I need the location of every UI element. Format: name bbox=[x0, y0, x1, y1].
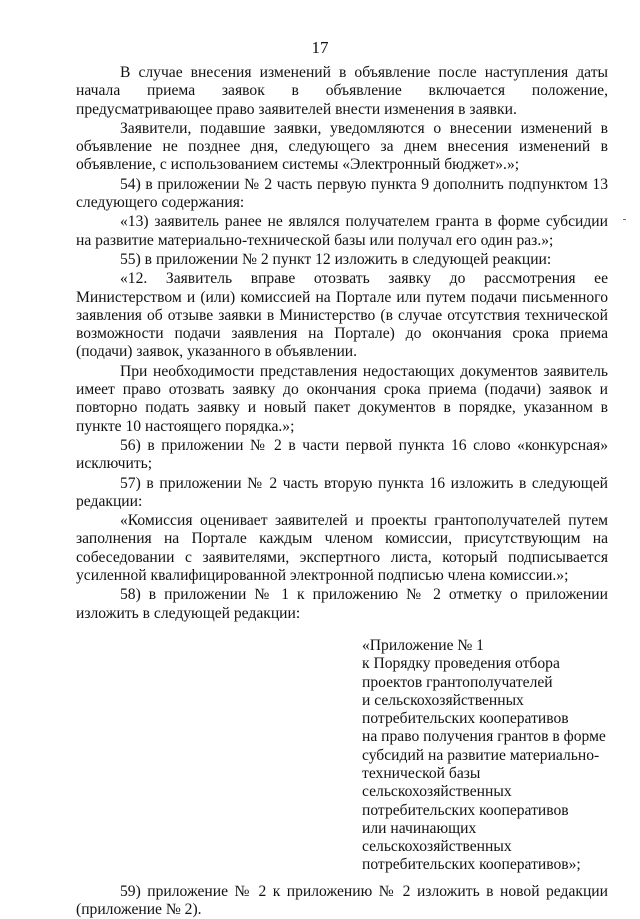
paragraph-missing-documents: При необходимости представления недостающих документов заявитель имеет право отозвать заявку до окончания срока приема (подачи) заявок и повторно подать заявку и новый пакет документов в порядке, указанном в пункте 10 настоящего порядка.»; bbox=[76, 362, 608, 435]
paragraph-changes-after-start: В случае внесения изменений в объявление после наступления даты начала приема заявок в объявление включается положение, предусматривающее право заявителей внести изменения в заявки. bbox=[76, 64, 608, 118]
paragraph-item-57: 57) в приложении № 2 часть вторую пункта 16 изложить в следующей редакции: bbox=[76, 474, 608, 510]
appendix-line: субсидий на развитие материально- bbox=[362, 746, 600, 764]
appendix-line: потребительских кооперативов bbox=[362, 710, 569, 728]
appendix-line: потребительских кооперативов»; bbox=[362, 856, 581, 874]
margin-mark bbox=[623, 219, 626, 220]
appendix-line: технической базы bbox=[362, 764, 481, 782]
page-number: 17 bbox=[311, 38, 329, 57]
appendix-line: или начинающих bbox=[362, 819, 477, 837]
appendix-line: сельскохозяйственных bbox=[362, 783, 512, 801]
paragraph-subitem-13: «13) заявитель ранее не являлся получателем гранта в форме субсидии на развитие материально-технической базы или получал его один раз.»; bbox=[76, 213, 608, 249]
appendix-line: проектов грантополучателей bbox=[362, 673, 553, 691]
appendix-line: на право получения грантов в форме bbox=[362, 728, 606, 746]
document-body bbox=[76, 64, 608, 919]
paragraph-item-59: 59) приложение № 2 к приложению № 2 изложить в новой редакции (приложение № 2). bbox=[76, 882, 608, 919]
appendix-line: сельскохозяйственных bbox=[362, 838, 512, 856]
appendix-line: «Приложение № 1 bbox=[362, 636, 484, 654]
paragraph-item-55: 55) в приложении № 2 пункт 12 изложить в следующей реакции: bbox=[120, 250, 552, 268]
appendix-line: и сельскохозяйственных bbox=[362, 691, 524, 709]
paragraph-point-12: «12. Заявитель вправе отозвать заявку до рассмотрения ее Министерством и (или) комиссией на Портале или путем подачи письменного заявления об отзыве заявки в Министерство (в случае отсутствия технической возможности подачи заявления на Портале) до окончания срока приема (подачи) заявок, указанного в объявлении. bbox=[76, 270, 608, 361]
appendix-annotation bbox=[362, 637, 608, 875]
paragraph-item-56: 56) в приложении № 2 в части первой пункта 16 слово «конкурсная» исключить; bbox=[76, 436, 608, 473]
appendix-line: потребительских кооперативов bbox=[362, 801, 569, 819]
paragraph-commission: «Комиссия оценивает заявителей и проекты грантополучателей путем заполнения на Портале каждым членом комиссии, присутствующим на собеседовании с заявителями, экспертного листа, который подписывается усиленной квалифицированной электронной подписью члена комиссии.»; bbox=[76, 512, 608, 585]
paragraph-item-54: 54) в приложении № 2 часть первую пункта 9 дополнить подпунктом 13 следующего содержания: bbox=[76, 175, 608, 212]
paragraph-notification: Заявители, подавшие заявки, уведомляются о внесении изменений в объявление не позднее дня, следующего за днем внесения изменений в объявление, с использованием системы «Электронный бюджет».»; bbox=[76, 119, 608, 174]
paragraph-item-58: 58) в приложении № 1 к приложению № 2 отметку о приложении изложить в следующей редакции: bbox=[76, 586, 608, 622]
appendix-line: к Порядку проведения отбора bbox=[362, 655, 560, 673]
